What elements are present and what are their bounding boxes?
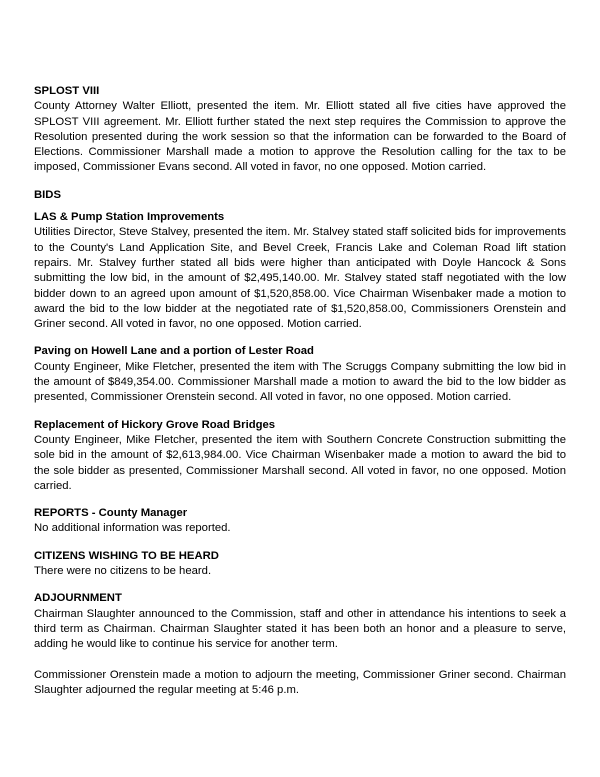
section-paving-howell-lane	[34, 344, 566, 405]
section-heading: LAS & Pump Station Improvements	[34, 211, 225, 224]
section-adjournment	[34, 591, 566, 698]
section-heading: ADJOURNMENT	[34, 592, 122, 605]
section-las-pump-station	[34, 210, 566, 332]
section-heading: Replacement of Hickory Grove Road Bridges	[34, 418, 276, 431]
section-paragraph: Commissioner Orenstein made a motion to adjourn the meeting, Commissioner Griner second. Chairman Slaughter adjourned the regular meeting at 5:46 p.m.	[34, 668, 566, 696]
section-paragraph: Chairman Slaughter announced to the Commission, staff and other in attendance his intentions to seek a third term as Chairman. Chairman Slaughter stated it has been both an honor and a pleasure to serve, adding he would like to continue his service for another term.	[34, 607, 566, 651]
section-paragraph: No additional information was reported.	[34, 522, 231, 535]
section-heading: CITIZENS WISHING TO BE HEARD	[34, 549, 219, 562]
section-splost-viii	[34, 84, 566, 176]
section-paragraph: County Engineer, Mike Fletcher, presented the item with Southern Concrete Construction submitting the sole bid in the amount of $2,613,984.00. Vice Chairman Wisenbaker made a motion to award the bid to the sole bidder as presented, Commissioner Marshall second. All voted in favor, no one opposed. Motion carried.	[34, 433, 566, 492]
section-heading: REPORTS - County Manager	[34, 507, 188, 520]
section-paragraph: Utilities Director, Steve Stalvey, presented the item. Mr. Stalvey stated staff solicited bids for improvements to the County's Land Application Site, and Bevel Creek, Francis Lake and Coleman Road lift station repairs. Mr. Stalvey further stated all bids were higher than anticipated with Doyle Hancock & Sons submitting the low bid, in the amount of $2,495,140.00. Mr. Stalvey stated staff negotiated with the low bidder down to an agreed upon amount of $1,520,858.00. Vice Chairman Wisenbaker made a motion to award the bid to the low bidder at the negotiated rate of $1,520,858.00, Commissioners Orenstein and Griner second. All voted in favor, no one opposed. Motion carried.	[34, 226, 566, 331]
section-paragraph: County Attorney Walter Elliott, presented the item. Mr. Elliott stated all five cities have approved the SPLOST VIII agreement. Mr. Elliott further stated the next step requires the Commission to approve the Resolution presented during the work session so that the information can be forwarded to the Board of Elections. Commissioner Marshall made a motion to approve the Resolution calling for the tax to be imposed, Commissioner Evans second. All voted in favor, no one opposed. Motion carried.	[34, 100, 566, 174]
section-citizens-wishing-to-be-heard	[34, 549, 566, 580]
section-reports-county-manager	[34, 506, 566, 537]
section-paragraph: County Engineer, Mike Fletcher, presented the item with The Scruggs Company submitting the low bid in the amount of $849,354.00. Commissioner Marshall made a motion to award the bid to the low bidder as presented, Commissioner Orenstein second. All voted in favor, no one opposed. Motion carried.	[34, 360, 566, 404]
section-bids	[34, 188, 566, 203]
section-paragraph: There were no citizens to be heard.	[34, 565, 212, 578]
section-heading: Paving on Howell Lane and a portion of Lester Road	[34, 345, 314, 358]
section-heading: SPLOST VIII	[34, 85, 100, 97]
section-heading: BIDS	[34, 188, 61, 201]
section-hickory-grove-bridges	[34, 418, 566, 494]
